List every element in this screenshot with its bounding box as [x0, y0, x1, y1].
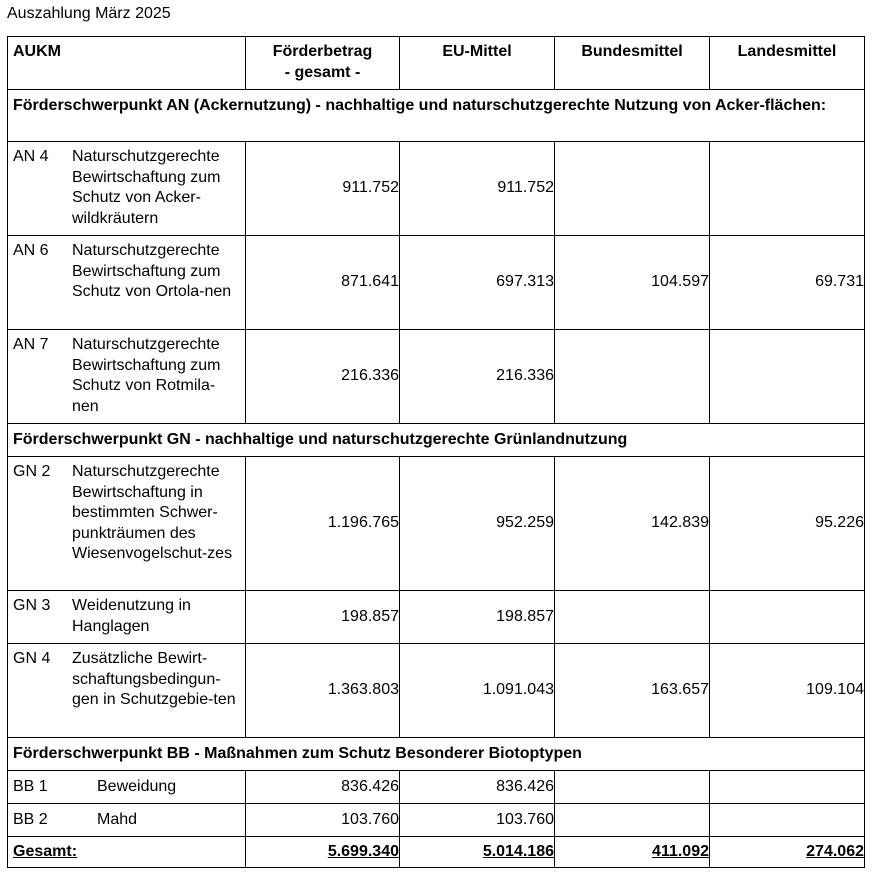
aukm-cell — [8, 771, 246, 804]
header-landesmittel: Landesmittel — [710, 37, 865, 90]
document-title: Auszahlung März 2025 — [7, 5, 171, 22]
value-land — [710, 771, 865, 804]
table-row — [8, 330, 865, 424]
payment-table — [7, 36, 865, 868]
value-eu: 952.259 — [400, 457, 555, 591]
measure-description: Naturschutzgerechte Bewirtschaftung zum Schutz von Acker-wildkräutern — [72, 148, 221, 227]
measure-description: Naturschutzgerechte Bewirtschaftung zum Schutz von Rotmila-nen — [72, 336, 221, 415]
total-bund: 411.092 — [555, 837, 710, 868]
value-bund — [555, 330, 710, 424]
value-land: 69.731 — [710, 236, 865, 330]
measure-description: Weidenutzung in Hanglagen — [72, 597, 191, 635]
total-gesamt: 5.699.340 — [246, 837, 400, 868]
section-row-bb — [8, 738, 865, 771]
measure-code: AN 6 — [13, 242, 49, 259]
value-land — [710, 142, 865, 236]
header-aukm: AUKM — [8, 37, 246, 90]
measure-description: Mahd — [97, 810, 138, 828]
value-bund: 163.657 — [555, 644, 710, 738]
aukm-cell — [8, 644, 246, 738]
measure-description: Zusätzliche Bewirt-schaftungsbedingun-gen in Schutzgebie-ten — [72, 650, 236, 708]
total-label: Gesamt: — [8, 837, 246, 868]
value-land: 95.226 — [710, 457, 865, 591]
value-eu: 911.752 — [400, 142, 555, 236]
value-eu: 697.313 — [400, 236, 555, 330]
value-gesamt: 871.641 — [246, 236, 400, 330]
aukm-cell — [8, 236, 246, 330]
measure-code: GN 4 — [13, 650, 51, 667]
measure-code: BB 1 — [13, 777, 48, 795]
header-foerderbetrag-line1: Förderbetrag — [272, 43, 373, 60]
value-gesamt: 103.760 — [246, 804, 400, 837]
measure-description: Naturschutzgerechte Bewirtschaftung in bestimmten Schwer-punkträumen des Wiesenvogelschut-zes — [72, 463, 233, 562]
value-bund — [555, 804, 710, 837]
table-row — [8, 591, 865, 644]
value-land — [710, 591, 865, 644]
table-row — [8, 771, 865, 804]
value-bund — [555, 591, 710, 644]
value-eu: 198.857 — [400, 591, 555, 644]
section-title: Förderschwerpunkt AN (Ackernutzung) - nachhaltige und naturschutzgerechte Nutzung von Acker-flächen: — [8, 90, 865, 142]
aukm-cell — [8, 142, 246, 236]
value-land — [710, 330, 865, 424]
section-title: Förderschwerpunkt BB - Maßnahmen zum Schutz Besonderer Biotoptypen — [8, 738, 865, 771]
measure-code: AN 4 — [13, 148, 49, 165]
section-row-gn — [8, 424, 865, 457]
aukm-cell — [8, 591, 246, 644]
section-row-an — [8, 90, 865, 142]
table-row — [8, 236, 865, 330]
header-eu-mittel: EU-Mittel — [400, 37, 555, 90]
table-row — [8, 804, 865, 837]
value-bund — [555, 771, 710, 804]
header-foerderbetrag-line2: - gesamt - — [284, 63, 361, 81]
aukm-cell — [8, 457, 246, 591]
value-gesamt: 836.426 — [246, 771, 400, 804]
measure-code: AN 7 — [13, 336, 49, 353]
measure-code: BB 2 — [13, 810, 48, 828]
table-header-row — [8, 37, 865, 90]
value-land — [710, 804, 865, 837]
value-bund — [555, 142, 710, 236]
value-bund: 142.839 — [555, 457, 710, 591]
value-bund: 104.597 — [555, 236, 710, 330]
measure-code: GN 3 — [13, 597, 51, 614]
value-gesamt: 198.857 — [246, 591, 400, 644]
value-eu: 1.091.043 — [400, 644, 555, 738]
value-land: 109.104 — [710, 644, 865, 738]
header-bundesmittel: Bundesmittel — [555, 37, 710, 90]
value-eu: 836.426 — [400, 771, 555, 804]
measure-description: Naturschutzgerechte Bewirtschaftung zum Schutz von Ortola-nen — [72, 242, 232, 300]
table-row — [8, 142, 865, 236]
aukm-cell — [8, 330, 246, 424]
value-gesamt: 216.336 — [246, 330, 400, 424]
total-land: 274.062 — [710, 837, 865, 868]
value-gesamt: 1.363.803 — [246, 644, 400, 738]
value-eu: 103.760 — [400, 804, 555, 837]
value-eu: 216.336 — [400, 330, 555, 424]
aukm-cell — [8, 804, 246, 837]
measure-description: Beweidung — [97, 777, 177, 795]
table-row — [8, 644, 865, 738]
table-row — [8, 457, 865, 591]
header-foerderbetrag — [246, 37, 400, 90]
total-row — [8, 837, 865, 868]
value-gesamt: 1.196.765 — [246, 457, 400, 591]
measure-code: GN 2 — [13, 463, 51, 480]
total-eu: 5.014.186 — [400, 837, 555, 868]
section-title: Förderschwerpunkt GN - nachhaltige und naturschutzgerechte Grünlandnutzung — [8, 424, 865, 457]
value-gesamt: 911.752 — [246, 142, 400, 236]
